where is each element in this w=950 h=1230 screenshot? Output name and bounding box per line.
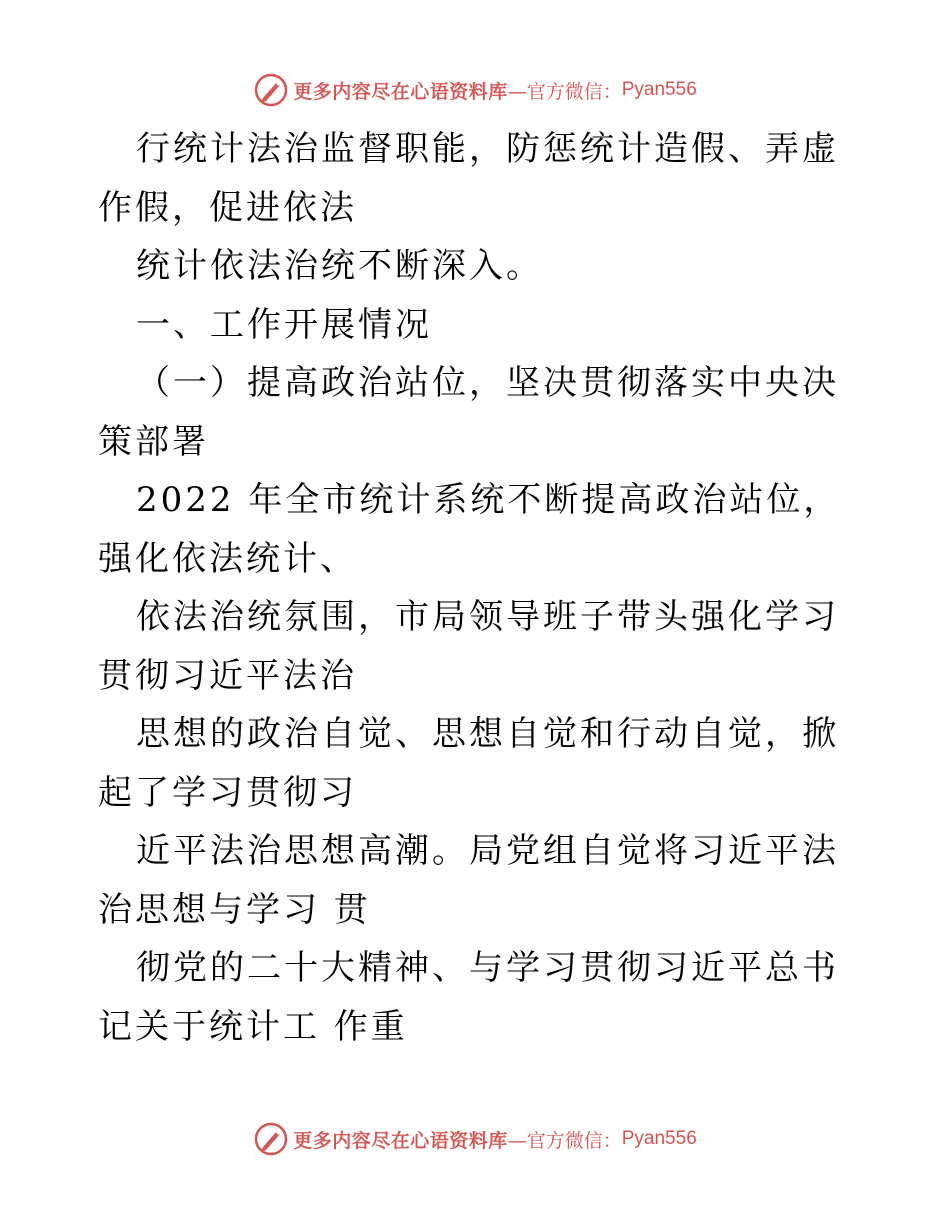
paragraph: 彻党的二十大精神、与学习贯彻习近平总书记关于统计工 作重 xyxy=(98,948,839,1047)
section-heading: 一、工作开展情况 xyxy=(136,304,432,345)
paragraph: 思想的政治自觉、思想自觉和行动自觉，掀起了学习贯彻习 xyxy=(98,714,839,813)
banner-wechat-id: Pyan556 xyxy=(621,1128,697,1149)
document-body xyxy=(98,120,858,1056)
footer-banner xyxy=(0,1119,950,1159)
paragraph: 行统计法治监督职能，防惩统计造假、弄虚作假，促进依法 xyxy=(98,129,839,228)
header-banner xyxy=(0,70,950,110)
banner-separator: —官方微信： xyxy=(507,80,622,103)
subsection-heading: （一）提高政治站位，坚决贯彻落实中央决策部署 xyxy=(98,363,839,462)
banner-separator: —官方微信： xyxy=(507,1129,622,1152)
paragraph: 近平法治思想高潮。局党组自觉将习近平法治思想与学习 贯 xyxy=(98,831,839,930)
paragraph: 2022 年全市统计系统不断提高政治站位，强化依法统计、 xyxy=(98,480,841,579)
pen-logo-icon xyxy=(253,1121,289,1157)
banner-wechat-id: Pyan556 xyxy=(621,79,697,100)
paragraph: 统计依法治统不断深入。 xyxy=(136,246,543,286)
paragraph: 依法治统氛围，市局领导班子带头强化学习贯彻习近平法治 xyxy=(98,597,839,696)
pen-logo-icon xyxy=(253,72,289,108)
banner-text: 更多内容尽在心语资料库 xyxy=(293,80,508,103)
banner-text: 更多内容尽在心语资料库 xyxy=(293,1129,508,1152)
